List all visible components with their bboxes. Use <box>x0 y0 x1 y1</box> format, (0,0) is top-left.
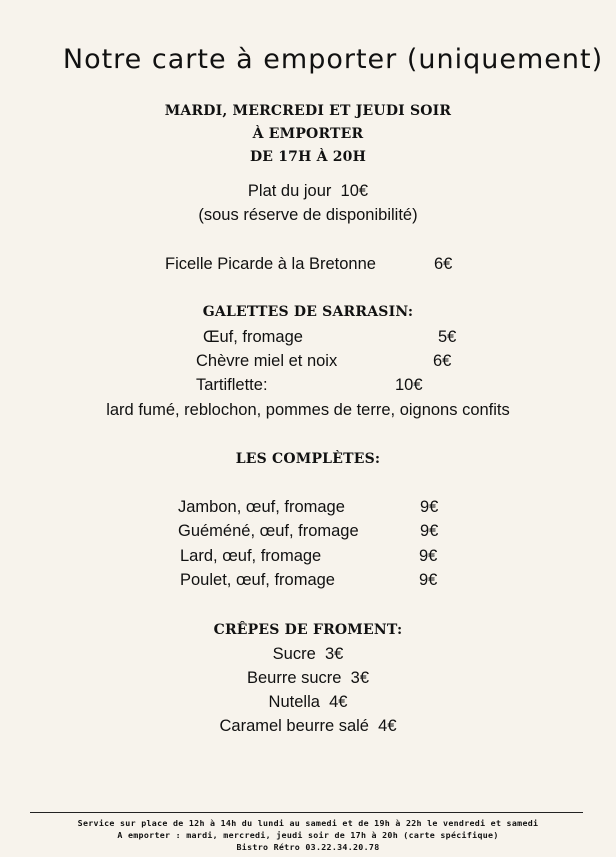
galette-item-label: Œuf, fromage <box>203 328 303 346</box>
complete-item-label: Lard, œuf, fromage <box>180 547 322 565</box>
complete-item-label: Jambon, œuf, fromage <box>178 498 345 516</box>
galette-item-price: 5€ <box>438 328 457 346</box>
footer-divider <box>30 812 583 813</box>
galette-item-label: Tartiflette: <box>196 376 268 394</box>
complete-item-price: 9€ <box>420 522 439 540</box>
galette-item-label: Chèvre miel et noix <box>196 352 338 370</box>
crepes-heading: CRÊPES DE FROMENT: <box>213 622 403 638</box>
galettes-heading: GALETTES DE SARRASIN: <box>202 304 414 320</box>
schedule-mode: À EMPORTER <box>252 126 364 142</box>
footer-contact: Bistro Rétro 03.22.34.20.78 <box>236 842 380 852</box>
ficelle-price: 6€ <box>434 255 453 273</box>
tartiflette-description: lard fumé, reblochon, pommes de terre, oignons confits <box>106 401 510 419</box>
plat-du-jour-note: (sous réserve de disponibilité) <box>198 206 418 224</box>
page-title: Notre carte à emporter (uniquement) <box>62 44 604 75</box>
footer-takeaway-hours: A emporter : mardi, mercredi, jeudi soir de 17h à 20h (carte spécifique) <box>117 830 499 840</box>
complete-item-label: Guéméné, œuf, fromage <box>178 522 359 540</box>
complete-item-price: 9€ <box>419 547 438 565</box>
complete-item-price: 9€ <box>419 571 438 589</box>
ficelle-label: Ficelle Picarde à la Bretonne <box>165 255 376 273</box>
schedule-days: MARDI, MERCREDI ET JEUDI SOIR <box>164 103 452 119</box>
complete-item-price: 9€ <box>420 498 439 516</box>
crepe-item: Beurre sucre 3€ <box>247 669 369 687</box>
plat-du-jour: Plat du jour 10€ <box>247 182 369 200</box>
footer-service-hours: Service sur place de 12h à 14h du lundi au samedi et de 19h à 22h le vendredi et samedi <box>77 818 539 828</box>
crepe-item: Sucre 3€ <box>272 645 344 663</box>
complete-item-label: Poulet, œuf, fromage <box>180 571 335 589</box>
galette-item-price: 6€ <box>433 352 452 370</box>
crepe-item: Caramel beurre salé 4€ <box>219 717 397 735</box>
schedule-hours: DE 17H À 20H <box>249 149 367 165</box>
completes-heading: LES COMPLÈTES: <box>235 451 381 467</box>
galette-item-price: 10€ <box>395 376 423 394</box>
crepe-item: Nutella 4€ <box>268 693 348 711</box>
